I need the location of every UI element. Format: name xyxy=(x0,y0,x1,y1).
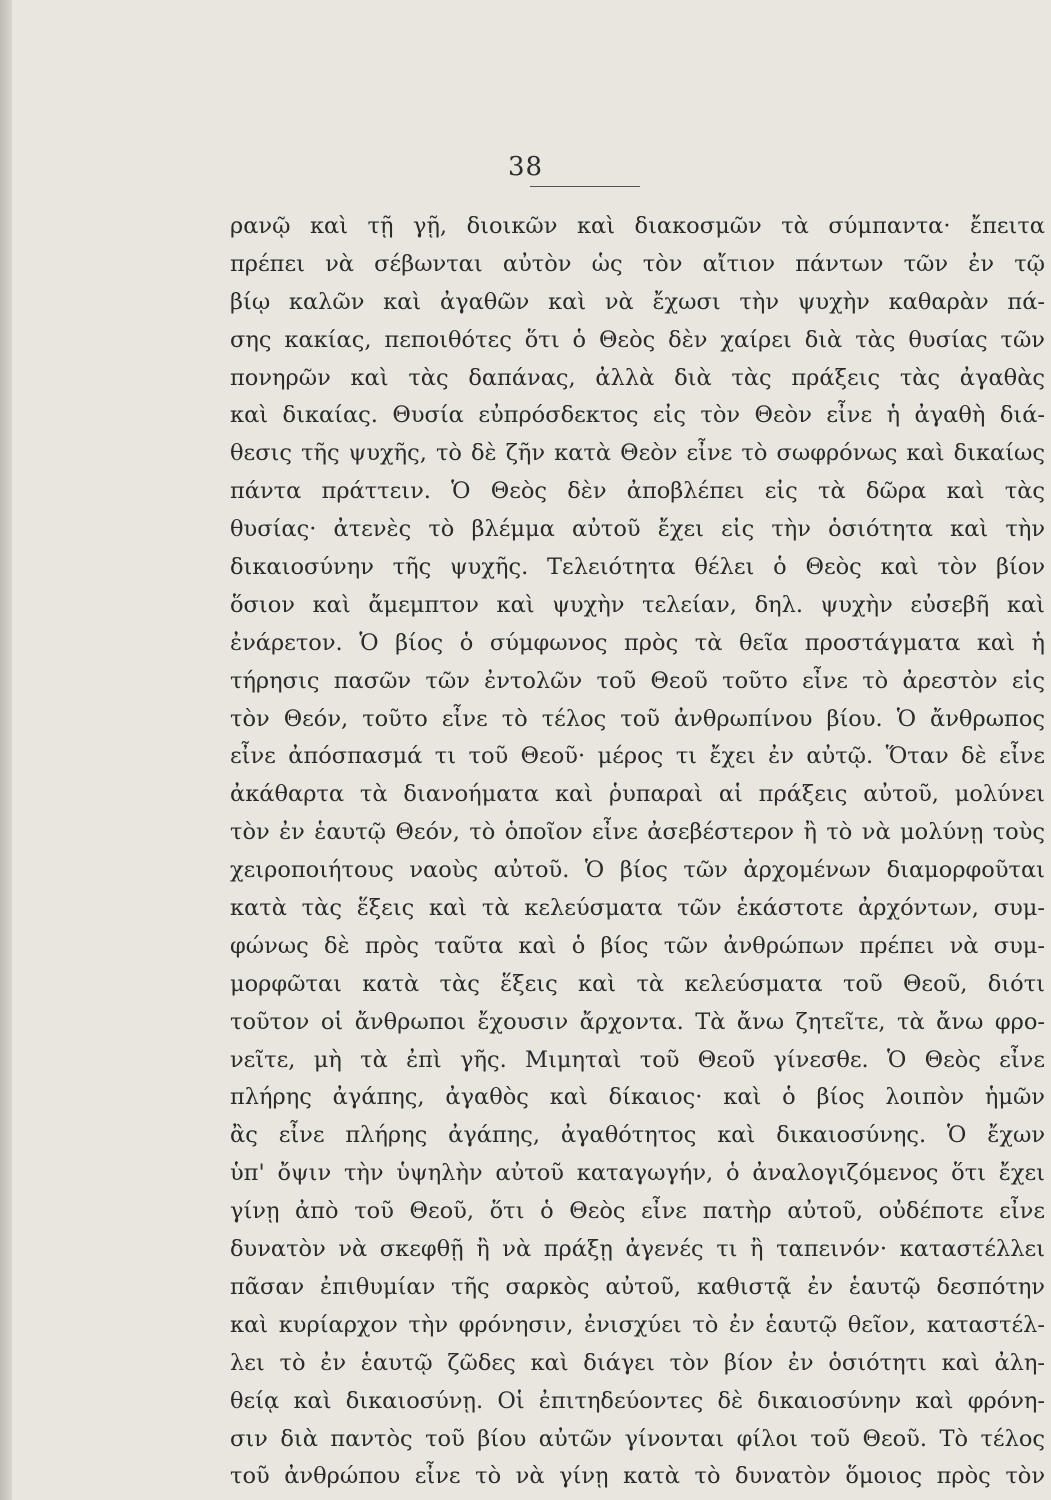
page-number: 38 xyxy=(507,152,544,182)
text-line: θυσίας· ἀτενὲς τὸ βλέμμα αὐτοῦ ἔχει εἰς τὴν ὁσιότητα καὶ τὴν xyxy=(230,516,1045,543)
text-line: τήρησις πασῶν τῶν ἐντολῶν τοῦ Θεοῦ τοῦτο εἶνε τὸ ἀρεστὸν εἰς xyxy=(230,667,1045,694)
text-line: τὸν ἐν ἑαυτῷ Θεόν, τὸ ὁποῖον εἶνε ἀσεβέστερον ἢ τὸ νὰ μολύνῃ τοὺς xyxy=(230,819,1045,846)
text-line: γίνῃ ἀπὸ τοῦ Θεοῦ, ὅτι ὁ Θεὸς εἶνε πατὴρ αὐτοῦ, οὐδέποτε εἶνε xyxy=(230,1198,1045,1225)
text-line: δυνατὸν νὰ σκεφθῇ ἢ νὰ πράξῃ ἀγενές τι ἢ ταπεινόν· καταστέλλει xyxy=(230,1236,1045,1263)
text-line: φώνως δὲ πρὸς ταῦτα καὶ ὁ βίος τῶν ἀνθρώπων πρέπει νὰ συμ- xyxy=(230,932,1045,959)
text-line: χειροποιήτους ναοὺς αὐτοῦ. Ὁ βίος τῶν ἀρχομένων διαμορφοῦται xyxy=(230,857,1045,884)
text-line: ὑπ' ὄψιν τὴν ὑψηλὴν αὐτοῦ καταγωγήν, ὁ ἀναλογιζόμενος ὅτι ἔχει xyxy=(230,1160,1045,1187)
text-line: ὅσιον καὶ ἄμεμπτον καὶ ψυχὴν τελείαν, δηλ. ψυχὴν εὐσεβῆ καὶ xyxy=(230,591,1045,618)
text-line: τοῦ ἀνθρώπου εἶνε τὸ νὰ γίνῃ κατὰ τὸ δυνατὸν ὅμοιος πρὸς τὸν xyxy=(230,1463,1045,1490)
text-line: κατὰ τὰς ἕξεις καὶ τὰ κελεύσματα τῶν ἑκάστοτε ἀρχόντων, συμ- xyxy=(230,895,1045,922)
text-line: τοῦτον οἱ ἄνθρωποι ἔχουσιν ἄρχοντα. Τὰ ἄνω ζητεῖτε, τὰ ἄνω φρο- xyxy=(230,1008,1045,1035)
text-line: εἶνε ἀπόσπασμά τι τοῦ Θεοῦ· μέρος τι ἔχει ἐν αὐτῷ. Ὅταν δὲ εἶνε xyxy=(230,743,1045,770)
text-line: πονηρῶν καὶ τὰς δαπάνας, ἀλλὰ διὰ τὰς πράξεις τὰς ἀγαθὰς xyxy=(230,364,1045,391)
text-line: σης κακίας, πεποιθότες ὅτι ὁ Θεὸς δὲν χαίρει διὰ τὰς θυσίας τῶν xyxy=(230,326,1045,353)
text-line: τὸν Θεόν, τοῦτο εἶνε τὸ τέλος τοῦ ἀνθρωπίνου βίου. Ὁ ἄνθρωπος xyxy=(230,705,1045,732)
text-line: θεσις τῆς ψυχῆς, τὸ δὲ ζῆν κατὰ Θεὸν εἶνε τὸ σωφρόνως καὶ δικαίως xyxy=(230,440,1045,467)
page-edge-shadow xyxy=(0,0,12,1500)
text-line: ἂς εἶνε πλήρης ἀγάπης, ἀγαθότητος καὶ δικαιοσύνης. Ὁ ἔχων xyxy=(230,1122,1045,1149)
text-line: πάντα πράττειν. Ὁ Θεὸς δὲν ἀποβλέπει εἰς τὰ δῶρα καὶ τὰς xyxy=(230,478,1045,505)
text-line: σιν διὰ παντὸς τοῦ βίου αὐτῶν γίνονται φίλοι τοῦ Θεοῦ. Τὸ τέλος xyxy=(230,1425,1045,1452)
page-number-rule xyxy=(530,186,640,187)
text-line: πλήρης ἀγάπης, ἀγαθὸς καὶ δίκαιος· καὶ ὁ βίος λοιπὸν ἡμῶν xyxy=(230,1084,1045,1111)
text-line: ρανῷ καὶ τῇ γῇ, διοικῶν καὶ διακοσμῶν τὰ σύμπαντα· ἔπειτα xyxy=(230,213,1045,239)
text-line: βίῳ καλῶν καὶ ἀγαθῶν καὶ νὰ ἔχωσι τὴν ψυχὴν καθαρὰν πά- xyxy=(230,288,1045,315)
text-line: μορφῶται κατὰ τὰς ἕξεις καὶ τὰ κελεύσματα τοῦ Θεοῦ, διότι xyxy=(230,970,1045,997)
text-line: ἐνάρετον. Ὁ βίος ὁ σύμφωνος πρὸς τὰ θεῖα προστάγματα καὶ ἡ xyxy=(230,629,1045,656)
text-line xyxy=(230,1496,1045,1500)
text-line: λει τὸ ἐν ἑαυτῷ ζῶδες καὶ διάγει τὸν βίον ἐν ὁσιότητι καὶ ἀλη- xyxy=(230,1349,1045,1376)
text-line: καὶ δικαίας. Θυσία εὐπρόσδεκτος εἰς τὸν Θεὸν εἶνε ἡ ἀγαθὴ διά- xyxy=(230,402,1045,429)
text-line: ἀκάθαρτα τὰ διανοήματα καὶ ῥυπαραὶ αἱ πράξεις αὐτοῦ, μολύνει xyxy=(230,781,1045,808)
text-line: δικαιοσύνην τῆς ψυχῆς. Τελειότητα θέλει ὁ Θεὸς καὶ τὸν βίον xyxy=(230,554,1045,581)
text-line: καὶ κυρίαρχον τὴν φρόνησιν, ἐνισχύει τὸ ἐν ἑαυτῷ θεῖον, καταστέλ- xyxy=(230,1311,1045,1338)
text-line: πρέπει νὰ σέβωνται αὐτὸν ὡς τὸν αἴτιον πάντων τῶν ἐν τῷ xyxy=(230,250,1045,277)
text-line: θείᾳ καὶ δικαιοσύνῃ. Οἱ ἐπιτηδεύοντες δὲ δικαιοσύνην καὶ φρόνη- xyxy=(230,1387,1045,1414)
text-line: νεῖτε, μὴ τὰ ἐπὶ γῆς. Μιμηταὶ τοῦ Θεοῦ γίνεσθε. Ὁ Θεὸς εἶνε xyxy=(230,1046,1045,1073)
body-text xyxy=(230,208,1045,1500)
text-line: πᾶσαν ἐπιθυμίαν τῆς σαρκὸς αὐτοῦ, καθιστᾷ ἐν ἑαυτῷ δεσπότην xyxy=(230,1273,1045,1300)
